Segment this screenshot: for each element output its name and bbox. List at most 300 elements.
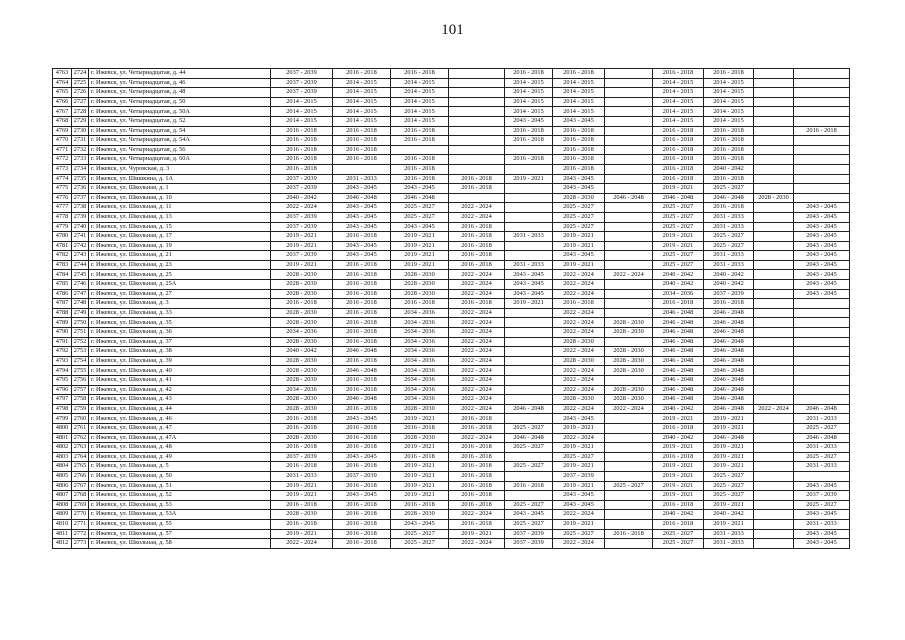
work-period-cell: 2016 - 2018 <box>391 299 449 309</box>
work-period-cell <box>605 289 653 299</box>
row-number-cell: 4801 <box>53 433 72 443</box>
work-period-cell: 2025 - 2027 <box>794 423 850 433</box>
work-period-cell <box>605 519 653 529</box>
work-period-cell: 2046 - 2048 <box>653 337 704 347</box>
work-period-cell: 2014 - 2015 <box>333 88 391 98</box>
work-period-cell: 2037 - 2039 <box>271 452 333 462</box>
table-row <box>53 69 850 79</box>
work-period-cell <box>754 299 794 309</box>
table-row <box>53 366 850 376</box>
work-period-cell <box>605 500 653 510</box>
work-period-cell: 2022 - 2024 <box>605 404 653 414</box>
work-period-cell <box>794 318 850 328</box>
work-period-cell <box>754 212 794 222</box>
work-period-cell: 2043 - 2045 <box>333 203 391 213</box>
work-period-cell <box>754 136 794 146</box>
work-period-cell: 2016 - 2018 <box>333 404 391 414</box>
work-period-cell: 2019 - 2021 <box>391 232 449 242</box>
work-period-cell: 2028 - 2030 <box>391 433 449 443</box>
work-period-cell: 2016 - 2018 <box>271 423 333 433</box>
work-period-cell: 2019 - 2021 <box>704 423 754 433</box>
work-period-cell: 2040 - 2042 <box>704 164 754 174</box>
work-period-cell: 2034 - 2036 <box>271 385 333 395</box>
work-period-cell: 2016 - 2018 <box>653 155 704 165</box>
work-period-cell: 2043 - 2045 <box>505 289 553 299</box>
house-id-cell: 2749 <box>72 308 89 318</box>
work-period-cell <box>605 510 653 520</box>
house-id-cell: 2771 <box>72 519 89 529</box>
work-period-cell: 2016 - 2018 <box>333 519 391 529</box>
work-period-cell: 2014 - 2015 <box>505 97 553 107</box>
work-period-cell: 2016 - 2018 <box>333 481 391 491</box>
house-id-cell: 2761 <box>72 423 89 433</box>
work-period-cell <box>794 193 850 203</box>
work-period-cell <box>754 78 794 88</box>
work-period-cell: 2014 - 2015 <box>553 78 605 88</box>
work-period-cell: 2022 - 2024 <box>271 539 333 549</box>
address-cell: г. Ижевск, ул. Школьная, д. 53 <box>89 500 271 510</box>
work-period-cell: 2043 - 2045 <box>553 491 605 501</box>
work-period-cell: 2016 - 2018 <box>333 462 391 472</box>
row-number-cell: 4764 <box>53 78 72 88</box>
table-row <box>53 184 850 194</box>
work-period-cell: 2019 - 2021 <box>653 232 704 242</box>
work-period-cell: 2014 - 2015 <box>271 116 333 126</box>
work-period-cell <box>449 69 505 79</box>
work-period-cell: 2046 - 2048 <box>704 356 754 366</box>
work-period-cell: 2016 - 2018 <box>653 69 704 79</box>
address-cell: г. Ижевск, ул. Школьная, д. 10 <box>89 193 271 203</box>
work-period-cell: 2019 - 2021 <box>653 471 704 481</box>
work-period-cell: 2025 - 2027 <box>553 222 605 232</box>
house-id-cell: 2743 <box>72 251 89 261</box>
work-period-cell: 2037 - 2039 <box>271 222 333 232</box>
table-row <box>53 423 850 433</box>
work-period-cell: 2043 - 2045 <box>333 452 391 462</box>
work-period-cell: 2019 - 2021 <box>653 462 704 472</box>
row-number-cell: 4791 <box>53 337 72 347</box>
row-number-cell: 4774 <box>53 174 72 184</box>
house-id-cell: 2770 <box>72 510 89 520</box>
work-period-cell <box>505 452 553 462</box>
work-period-cell: 2046 - 2048 <box>704 376 754 386</box>
row-number-cell: 4795 <box>53 376 72 386</box>
work-period-cell: 2016 - 2018 <box>271 136 333 146</box>
house-id-cell: 2744 <box>72 260 89 270</box>
work-period-cell: 2034 - 2036 <box>391 308 449 318</box>
work-period-cell: 2040 - 2042 <box>653 510 704 520</box>
house-id-cell: 2740 <box>72 222 89 232</box>
work-period-cell: 2025 - 2027 <box>704 481 754 491</box>
work-period-cell: 2019 - 2021 <box>553 462 605 472</box>
table-row <box>53 356 850 366</box>
work-period-cell: 2019 - 2021 <box>653 491 704 501</box>
work-period-cell: 2014 - 2015 <box>553 88 605 98</box>
work-period-cell <box>505 356 553 366</box>
row-number-cell: 4773 <box>53 164 72 174</box>
house-id-cell: 2769 <box>72 500 89 510</box>
work-period-cell: 2043 - 2045 <box>553 251 605 261</box>
work-period-cell: 2016 - 2018 <box>449 471 505 481</box>
work-period-cell: 2016 - 2018 <box>333 232 391 242</box>
work-period-cell: 2034 - 2036 <box>391 366 449 376</box>
work-period-cell: 2016 - 2018 <box>391 136 449 146</box>
work-period-cell: 2025 - 2027 <box>704 471 754 481</box>
work-period-cell <box>754 260 794 270</box>
work-period-cell <box>605 174 653 184</box>
work-period-cell: 2019 - 2021 <box>653 241 704 251</box>
work-period-cell: 2046 - 2048 <box>653 376 704 386</box>
row-number-cell: 4790 <box>53 328 72 338</box>
work-period-cell <box>505 164 553 174</box>
address-cell: г. Ижевск, ул. Школьная, д. 52 <box>89 491 271 501</box>
work-period-cell: 2040 - 2042 <box>704 280 754 290</box>
work-period-cell: 2028 - 2030 <box>605 385 653 395</box>
work-period-cell <box>505 318 553 328</box>
work-period-cell: 2025 - 2027 <box>553 529 605 539</box>
work-period-cell: 2025 - 2027 <box>553 203 605 213</box>
work-period-cell <box>794 366 850 376</box>
work-period-cell: 2016 - 2018 <box>449 519 505 529</box>
work-period-cell: 2019 - 2021 <box>704 500 754 510</box>
work-period-cell: 2022 - 2024 <box>271 203 333 213</box>
row-number-cell: 4792 <box>53 347 72 357</box>
house-id-cell: 2768 <box>72 491 89 501</box>
work-period-cell: 2022 - 2024 <box>449 212 505 222</box>
address-cell: г. Ижевск, ул. Школьная, д. 46 <box>89 414 271 424</box>
work-period-cell: 2028 - 2030 <box>391 404 449 414</box>
row-number-cell: 4786 <box>53 289 72 299</box>
row-number-cell: 4788 <box>53 308 72 318</box>
work-period-cell: 2046 - 2048 <box>653 328 704 338</box>
work-period-cell: 2025 - 2027 <box>794 452 850 462</box>
table-row <box>53 280 850 290</box>
row-number-cell: 4804 <box>53 462 72 472</box>
work-period-cell: 2034 - 2036 <box>391 328 449 338</box>
work-period-cell: 2037 - 2039 <box>271 88 333 98</box>
row-number-cell: 4770 <box>53 136 72 146</box>
work-period-cell: 2016 - 2018 <box>333 510 391 520</box>
work-period-cell: 2028 - 2030 <box>754 193 794 203</box>
work-period-cell <box>754 510 794 520</box>
work-period-cell <box>605 280 653 290</box>
work-period-cell: 2016 - 2018 <box>449 423 505 433</box>
work-period-cell <box>754 366 794 376</box>
work-period-cell: 2016 - 2018 <box>333 155 391 165</box>
work-period-cell <box>605 433 653 443</box>
row-number-cell: 4793 <box>53 356 72 366</box>
table-row <box>53 308 850 318</box>
work-period-cell: 2028 - 2030 <box>271 308 333 318</box>
work-period-cell: 2040 - 2042 <box>271 193 333 203</box>
table-row <box>53 491 850 501</box>
work-period-cell: 2019 - 2021 <box>653 184 704 194</box>
row-number-cell: 4806 <box>53 481 72 491</box>
work-period-cell <box>605 471 653 481</box>
work-period-cell: 2016 - 2018 <box>704 203 754 213</box>
table-row <box>53 78 850 88</box>
work-period-cell <box>605 145 653 155</box>
work-period-cell <box>605 107 653 117</box>
row-number-cell: 4767 <box>53 107 72 117</box>
work-period-cell: 2046 - 2048 <box>391 193 449 203</box>
document-table <box>52 68 850 549</box>
work-period-cell: 2016 - 2018 <box>333 69 391 79</box>
table-row <box>53 452 850 462</box>
work-period-cell: 2014 - 2015 <box>271 107 333 117</box>
work-period-cell: 2022 - 2024 <box>449 270 505 280</box>
address-cell: г. Ижевск, ул. Школьная, д. 50 <box>89 471 271 481</box>
work-period-cell: 2016 - 2018 <box>391 69 449 79</box>
address-cell: г. Ижевск, ул. Четырнадцатая, д. 56 <box>89 145 271 155</box>
work-period-cell: 2014 - 2015 <box>704 116 754 126</box>
work-period-cell: 2022 - 2024 <box>553 539 605 549</box>
work-period-cell: 2043 - 2045 <box>333 212 391 222</box>
row-number-cell: 4811 <box>53 529 72 539</box>
work-period-cell <box>505 471 553 481</box>
work-period-cell: 2046 - 2048 <box>794 433 850 443</box>
work-period-cell: 2037 - 2039 <box>553 471 605 481</box>
table-row <box>53 481 850 491</box>
work-period-cell: 2046 - 2048 <box>333 347 391 357</box>
address-cell: г. Ижевск, ул. Школьная, д. 5 <box>89 462 271 472</box>
work-period-cell: 2046 - 2048 <box>333 366 391 376</box>
work-period-cell <box>754 164 794 174</box>
work-period-cell <box>449 193 505 203</box>
row-number-cell: 4765 <box>53 88 72 98</box>
work-period-cell: 2031 - 2033 <box>704 212 754 222</box>
work-period-cell <box>449 136 505 146</box>
work-period-cell: 2046 - 2048 <box>653 347 704 357</box>
work-period-cell: 2025 - 2027 <box>653 539 704 549</box>
table-row <box>53 519 850 529</box>
work-period-cell: 2019 - 2021 <box>391 481 449 491</box>
work-period-cell: 2031 - 2033 <box>704 222 754 232</box>
work-period-cell <box>605 414 653 424</box>
row-number-cell: 4808 <box>53 500 72 510</box>
address-cell: г. Ижевск, ул. Четырнадцатая, д. 50 <box>89 97 271 107</box>
work-period-cell <box>605 136 653 146</box>
address-cell: г. Ижевск, ул. Школьная, д. 21 <box>89 251 271 261</box>
work-period-cell: 2016 - 2018 <box>653 145 704 155</box>
address-cell: г. Ижевск, ул. Школьная, д. 40 <box>89 366 271 376</box>
table-row <box>53 232 850 242</box>
work-period-cell <box>794 347 850 357</box>
work-period-cell: 2025 - 2027 <box>653 203 704 213</box>
work-period-cell: 2019 - 2021 <box>553 481 605 491</box>
work-period-cell <box>505 212 553 222</box>
work-period-cell: 2028 - 2030 <box>553 356 605 366</box>
work-period-cell: 2016 - 2018 <box>271 155 333 165</box>
house-id-cell: 2735 <box>72 174 89 184</box>
address-cell: г. Ижевск, ул. Четырнадцатая, д. 52 <box>89 116 271 126</box>
table-row <box>53 97 850 107</box>
house-id-cell: 2766 <box>72 471 89 481</box>
work-period-cell: 2028 - 2030 <box>271 337 333 347</box>
work-period-cell: 2016 - 2018 <box>333 356 391 366</box>
work-period-cell: 2046 - 2048 <box>704 328 754 338</box>
work-period-cell: 2046 - 2048 <box>653 385 704 395</box>
address-cell: г. Ижевск, ул. Школьная, д. 36 <box>89 328 271 338</box>
address-cell: г. Ижевск, ул. Четырнадцатая, д. 48 <box>89 88 271 98</box>
house-id-cell: 2755 <box>72 366 89 376</box>
work-period-cell: 2014 - 2015 <box>391 107 449 117</box>
row-number-cell: 4763 <box>53 69 72 79</box>
work-period-cell: 2046 - 2048 <box>653 366 704 376</box>
work-period-cell <box>794 299 850 309</box>
work-period-cell <box>505 184 553 194</box>
work-period-cell: 2019 - 2021 <box>271 529 333 539</box>
work-period-cell: 2028 - 2030 <box>553 337 605 347</box>
row-number-cell: 4794 <box>53 366 72 376</box>
row-number-cell: 4803 <box>53 452 72 462</box>
work-period-cell: 2022 - 2024 <box>553 328 605 338</box>
table-row <box>53 433 850 443</box>
work-period-cell: 2019 - 2021 <box>391 491 449 501</box>
work-period-cell: 2016 - 2018 <box>271 145 333 155</box>
work-period-cell: 2016 - 2018 <box>271 126 333 136</box>
work-period-cell: 2025 - 2027 <box>505 519 553 529</box>
work-period-cell: 2043 - 2045 <box>794 529 850 539</box>
work-period-cell <box>605 251 653 261</box>
work-period-cell: 2043 - 2045 <box>794 260 850 270</box>
work-period-cell: 2016 - 2018 <box>449 500 505 510</box>
work-period-cell <box>505 385 553 395</box>
work-period-cell: 2028 - 2030 <box>271 366 333 376</box>
row-number-cell: 4812 <box>53 539 72 549</box>
work-period-cell: 2014 - 2015 <box>704 107 754 117</box>
address-cell: г. Ижевск, ул. Школьная, д. 47А <box>89 433 271 443</box>
work-period-cell <box>505 222 553 232</box>
work-period-cell: 2014 - 2015 <box>505 107 553 117</box>
house-id-cell: 2730 <box>72 126 89 136</box>
work-period-cell: 2031 - 2033 <box>704 251 754 261</box>
house-id-cell: 2763 <box>72 443 89 453</box>
table-row <box>53 376 850 386</box>
address-cell: г. Ижевск, ул. Шишкина, д. 1А <box>89 174 271 184</box>
work-period-cell <box>605 184 653 194</box>
house-id-cell: 2750 <box>72 318 89 328</box>
table-row <box>53 529 850 539</box>
work-period-cell <box>605 539 653 549</box>
work-period-cell: 2046 - 2048 <box>704 385 754 395</box>
work-period-cell: 2016 - 2018 <box>449 222 505 232</box>
work-period-cell: 2022 - 2024 <box>553 308 605 318</box>
work-period-cell: 2016 - 2018 <box>505 126 553 136</box>
address-cell: г. Ижевск, ул. Школьная, д. 33 <box>89 308 271 318</box>
house-id-cell: 2724 <box>72 69 89 79</box>
house-id-cell: 2757 <box>72 385 89 395</box>
work-period-cell: 2046 - 2048 <box>653 308 704 318</box>
work-period-cell: 2022 - 2024 <box>553 270 605 280</box>
work-period-cell: 2043 - 2045 <box>794 270 850 280</box>
work-period-cell: 2016 - 2018 <box>333 260 391 270</box>
work-period-cell: 2043 - 2045 <box>794 280 850 290</box>
table-row <box>53 270 850 280</box>
work-period-cell: 2046 - 2048 <box>704 193 754 203</box>
house-id-cell: 2773 <box>72 539 89 549</box>
work-period-cell <box>605 222 653 232</box>
work-period-cell <box>754 232 794 242</box>
work-period-cell <box>605 155 653 165</box>
work-period-cell: 2025 - 2027 <box>704 241 754 251</box>
work-period-cell <box>449 164 505 174</box>
row-number-cell: 4799 <box>53 414 72 424</box>
work-period-cell: 2046 - 2048 <box>704 318 754 328</box>
work-period-cell: 2022 - 2024 <box>449 366 505 376</box>
work-period-cell: 2028 - 2030 <box>553 395 605 405</box>
work-period-cell: 2019 - 2021 <box>704 443 754 453</box>
work-period-cell: 2019 - 2021 <box>271 491 333 501</box>
work-period-cell <box>605 164 653 174</box>
work-period-cell: 2022 - 2024 <box>553 433 605 443</box>
work-period-cell: 2022 - 2024 <box>553 510 605 520</box>
work-period-cell <box>754 423 794 433</box>
work-period-cell: 2022 - 2024 <box>449 395 505 405</box>
work-period-cell <box>754 462 794 472</box>
work-period-cell: 2037 - 2039 <box>505 529 553 539</box>
work-period-cell: 2016 - 2018 <box>333 376 391 386</box>
house-id-cell: 2741 <box>72 232 89 242</box>
work-period-cell: 2040 - 2042 <box>653 404 704 414</box>
row-number-cell: 4809 <box>53 510 72 520</box>
work-period-cell: 2031 - 2033 <box>505 260 553 270</box>
work-period-cell <box>754 491 794 501</box>
work-period-cell: 2046 - 2048 <box>704 395 754 405</box>
work-period-cell: 2016 - 2018 <box>653 299 704 309</box>
table-row <box>53 471 850 481</box>
house-id-cell: 2746 <box>72 280 89 290</box>
work-period-cell <box>605 232 653 242</box>
work-period-cell: 2022 - 2024 <box>449 328 505 338</box>
work-period-cell: 2040 - 2042 <box>704 510 754 520</box>
work-period-cell: 2043 - 2045 <box>794 222 850 232</box>
work-period-cell: 2016 - 2018 <box>333 529 391 539</box>
house-id-cell: 2736 <box>72 184 89 194</box>
work-period-cell <box>449 88 505 98</box>
work-period-cell: 2028 - 2030 <box>271 510 333 520</box>
work-period-cell <box>505 203 553 213</box>
work-period-cell: 2016 - 2018 <box>553 126 605 136</box>
work-period-cell <box>754 414 794 424</box>
work-period-cell: 2016 - 2018 <box>333 443 391 453</box>
address-cell: г. Ижевск, ул. Школьная, д. 23 <box>89 260 271 270</box>
work-period-cell: 2016 - 2018 <box>449 232 505 242</box>
work-period-cell: 2022 - 2024 <box>553 366 605 376</box>
work-period-cell <box>605 241 653 251</box>
work-period-cell <box>449 78 505 88</box>
work-period-cell <box>794 78 850 88</box>
address-cell: г. Ижевск, ул. Школьная, д. 39 <box>89 356 271 366</box>
work-period-cell: 2019 - 2021 <box>553 443 605 453</box>
work-period-cell: 2016 - 2018 <box>333 500 391 510</box>
work-period-cell <box>605 376 653 386</box>
work-period-cell <box>505 337 553 347</box>
house-id-cell: 2767 <box>72 481 89 491</box>
work-period-cell: 2016 - 2018 <box>449 414 505 424</box>
work-period-cell: 2019 - 2021 <box>553 423 605 433</box>
work-period-cell: 2043 - 2045 <box>505 510 553 520</box>
work-period-cell: 2028 - 2030 <box>271 318 333 328</box>
house-id-cell: 2728 <box>72 107 89 117</box>
address-cell: г. Ижевск, ул. Школьная, д. 38 <box>89 347 271 357</box>
table-row <box>53 414 850 424</box>
work-period-cell: 2014 - 2015 <box>704 88 754 98</box>
work-period-cell: 2016 - 2018 <box>391 452 449 462</box>
work-period-cell <box>754 241 794 251</box>
work-period-cell <box>754 539 794 549</box>
work-period-cell: 2016 - 2018 <box>271 519 333 529</box>
